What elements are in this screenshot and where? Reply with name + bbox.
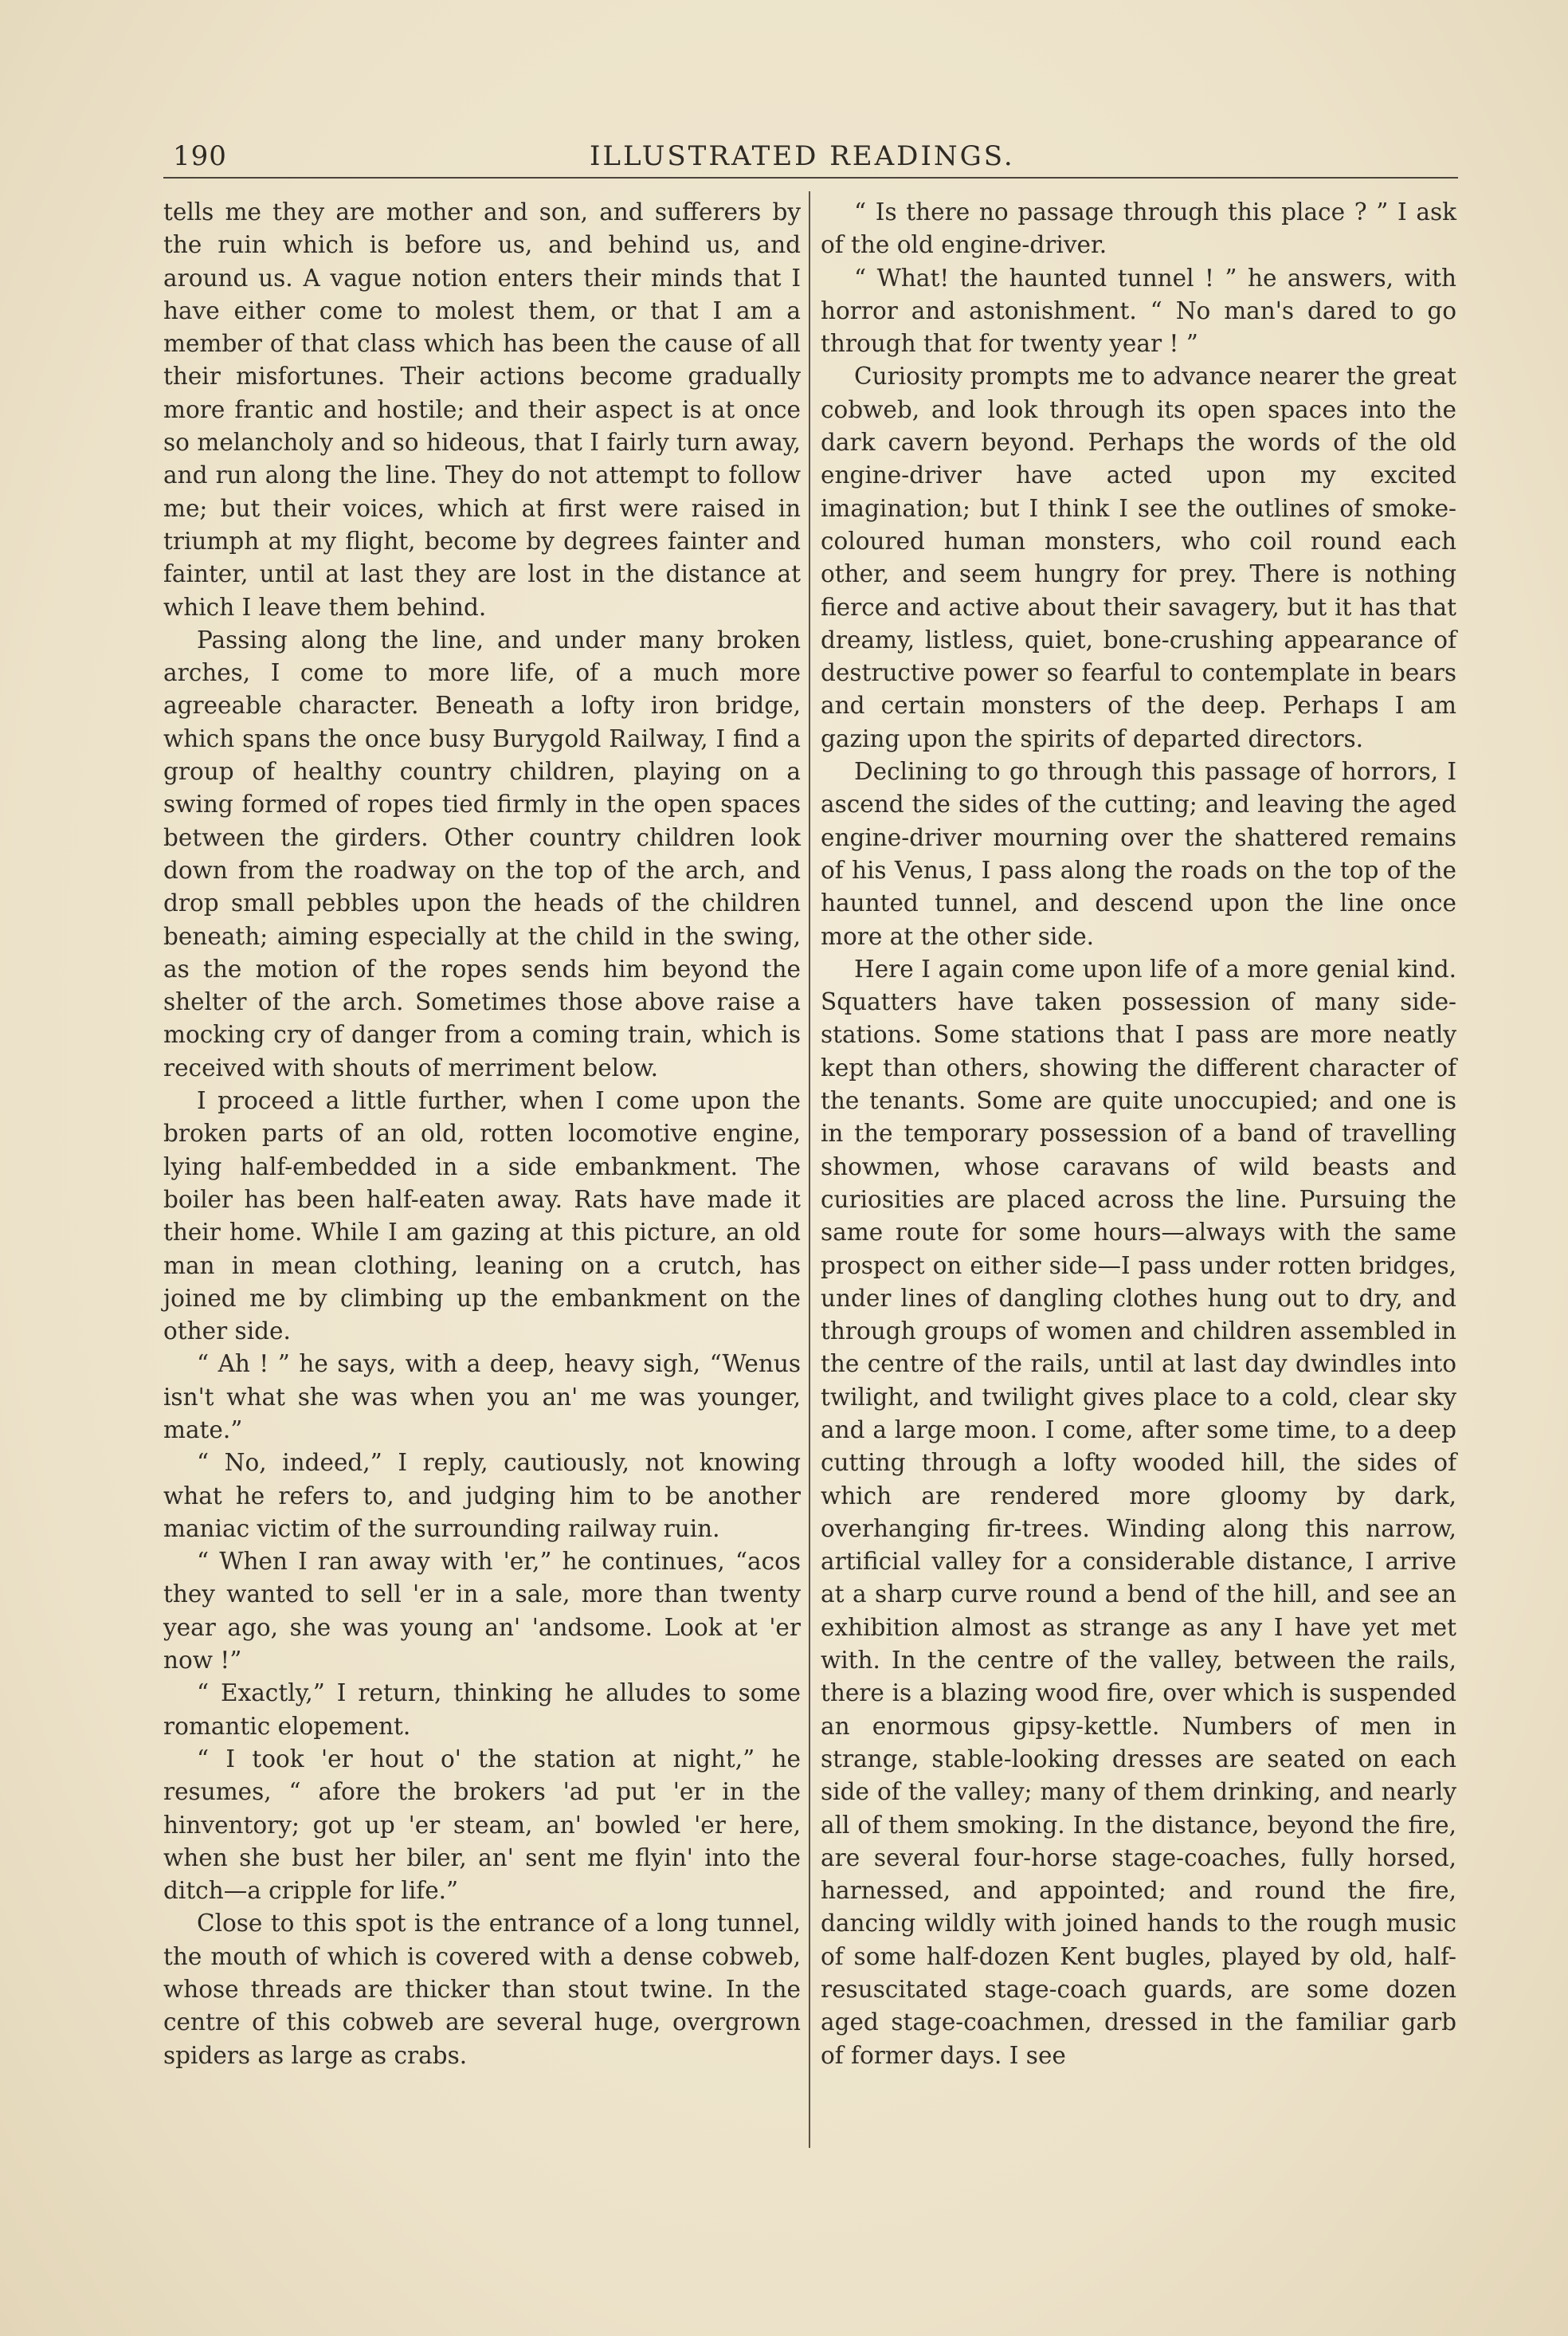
paragraph: Declining to go through this passage of horrors, I ascend the sides of the cutting; and leaving the aged engine-driver mourning over the shattered remains of his Venus, I pass along the roads on the top of the haunted tunnel, and descend upon the line once more at the other side.: [821, 758, 1456, 950]
paragraph: “ When I ran away with 'er,” he continues, “acos they wanted to sell 'er in a sale, more than twenty year ago, she was young an' 'andsome. Look at 'er now !”: [163, 1548, 801, 1674]
paragraph: “ I took 'er hout o' the station at night,” he resumes, “ afore the brokers 'ad put 'er in the hinventory; got up 'er steam, an' bowled 'er here, when she bust her biler, an' sent me flyin' into the ditch—a cripple for life.”: [163, 1745, 801, 1905]
page-header: [163, 134, 1454, 182]
paragraph: tells me they are mother and son, and sufferers by the ruin which is before us, and behind us, and around us. A vague notion enters their minds that I have either come to molest them, or that I am a member of that class which has been the cause of all their misfortunes. Their actions become gradually more frantic and hostile; and their aspect is at once so melancholy and so hideous, that I fairly turn away, and run along the line. They do not attempt to follow me; but their voices, which at first were raised in triumph at my flight, become by degrees fainter and fainter, until at last they are lost in the distance at which I leave them behind.: [163, 198, 801, 621]
paragraph: I proceed a little further, when I come upon the broken parts of an old, rotten locomotive engine, lying half-embedded in a side embankment. The boiler has been half-eaten away. Rats have made it their home. While I am gazing at this picture, an old man in mean clothing, leaning on a crutch, has joined me by climbing up the embankment on the other side.: [163, 1087, 801, 1345]
paragraph: Curiosity prompts me to advance nearer the great cobweb, and look through its open spaces into the dark cavern beyond. Perhaps the words of the old engine-driver have acted upon my excited imagination; but I think I see the outlines of smoke-coloured human monsters, who coil round each other, and seem hungry for prey. There is nothing fierce and active about their savagery, but it has that dreamy, listless, quiet, bone-crushing appearance of destructive power so fearful to contemplate in bears and certain monsters of the deep. Perhaps I am gazing upon the spirits of departed directors.: [821, 363, 1456, 752]
right-column: [821, 196, 1456, 2072]
left-column: [163, 196, 801, 2072]
page-number: 190: [173, 140, 227, 172]
running-title: ILLUSTRATED READINGS.: [590, 140, 1015, 172]
paragraph: Close to this spot is the entrance of a long tunnel, the mouth of which is covered with a dense cobweb, whose threads are thicker than stout twine. In the centre of this cobweb are several huge, overgrown spiders as large as crabs.: [163, 1910, 801, 2069]
paragraph: “ Exactly,” I return, thinking he alludes to some romantic elopement.: [163, 1679, 801, 1740]
column-divider: [809, 191, 810, 2148]
paragraph: “ Ah ! ” he says, with a deep, heavy sigh, “Wenus isn't what she was when you an' me was younger, mate.”: [163, 1350, 801, 1443]
paragraph: Passing along the line, and under many broken arches, I come to more life, of a much more agreeable character. Beneath a lofty iron bridge, which spans the once busy Burygold Railway, I find a group of healthy country children, playing on a swing formed of ropes tied firmly in the open spaces between the girders. Other country children look down from the roadway on the top of the arch, and drop small pebbles upon the heads of the children beneath; aiming especially at the child in the swing, as the motion of the ropes sends him beyond the shelter of the arch. Sometimes those above raise a mocking cry of danger from a coming train, which is received with shouts of merriment below.: [163, 626, 801, 1082]
header-rule: [163, 177, 1458, 179]
paragraph: “ Is there no passage through this place ? ” I ask of the old engine-driver.: [821, 198, 1456, 259]
paragraph: “ No, indeed,” I reply, cautiously, not knowing what he refers to, and judging him to be another maniac victim of the surrounding railway ruin.: [163, 1449, 801, 1542]
paragraph: “ What! the haunted tunnel ! ” he answers, with horror and astonishment. “ No man's dared to go through that for twenty year ! ”: [821, 264, 1456, 358]
paragraph: Here I again come upon life of a more genial kind. Squatters have taken possession of many side-stations. Some stations that I pass are more neatly kept than others, showing the different character of the tenants. Some are quite unoccupied; and one is in the temporary possession of a band of travelling showmen, whose caravans of wild beasts and curiosities are placed across the line. Pursuing the same route for some hours—always with the same prospect on either side—I pass under rotten bridges, under lines of dangling clothes hung out to dry, and through groups of women and children assembled in the centre of the rails, until at last day dwindles into twilight, and twilight gives place to a cold, clear sky and a large moon. I come, after some time, to a deep cutting through a lofty wooded hill, the sides of which are rendered more gloomy by dark, overhanging fir-trees. Winding along this narrow, artificial valley for a considerable distance, I arrive at a sharp curve round a bend of the hill, and see an exhibition almost as strange as any I have yet met with. In the centre of the valley, between the rails, there is a blazing wood fire, over which is suspended an enormous gipsy-kettle. Numbers of men in strange, stable-looking dresses are seated on each side of the valley; many of them drinking, and nearly all of them smoking. In the distance, beyond the fire, are several four-horse stage-coaches, fully horsed, harnessed, and appointed; and round the fire, dancing wildly with joined hands to the rough music of some half-dozen Kent bugles, played by old, half-resuscitated stage-coach guards, are some dozen aged stage-coachmen, dressed in the familiar garb of former days. I see: [821, 955, 1456, 2069]
